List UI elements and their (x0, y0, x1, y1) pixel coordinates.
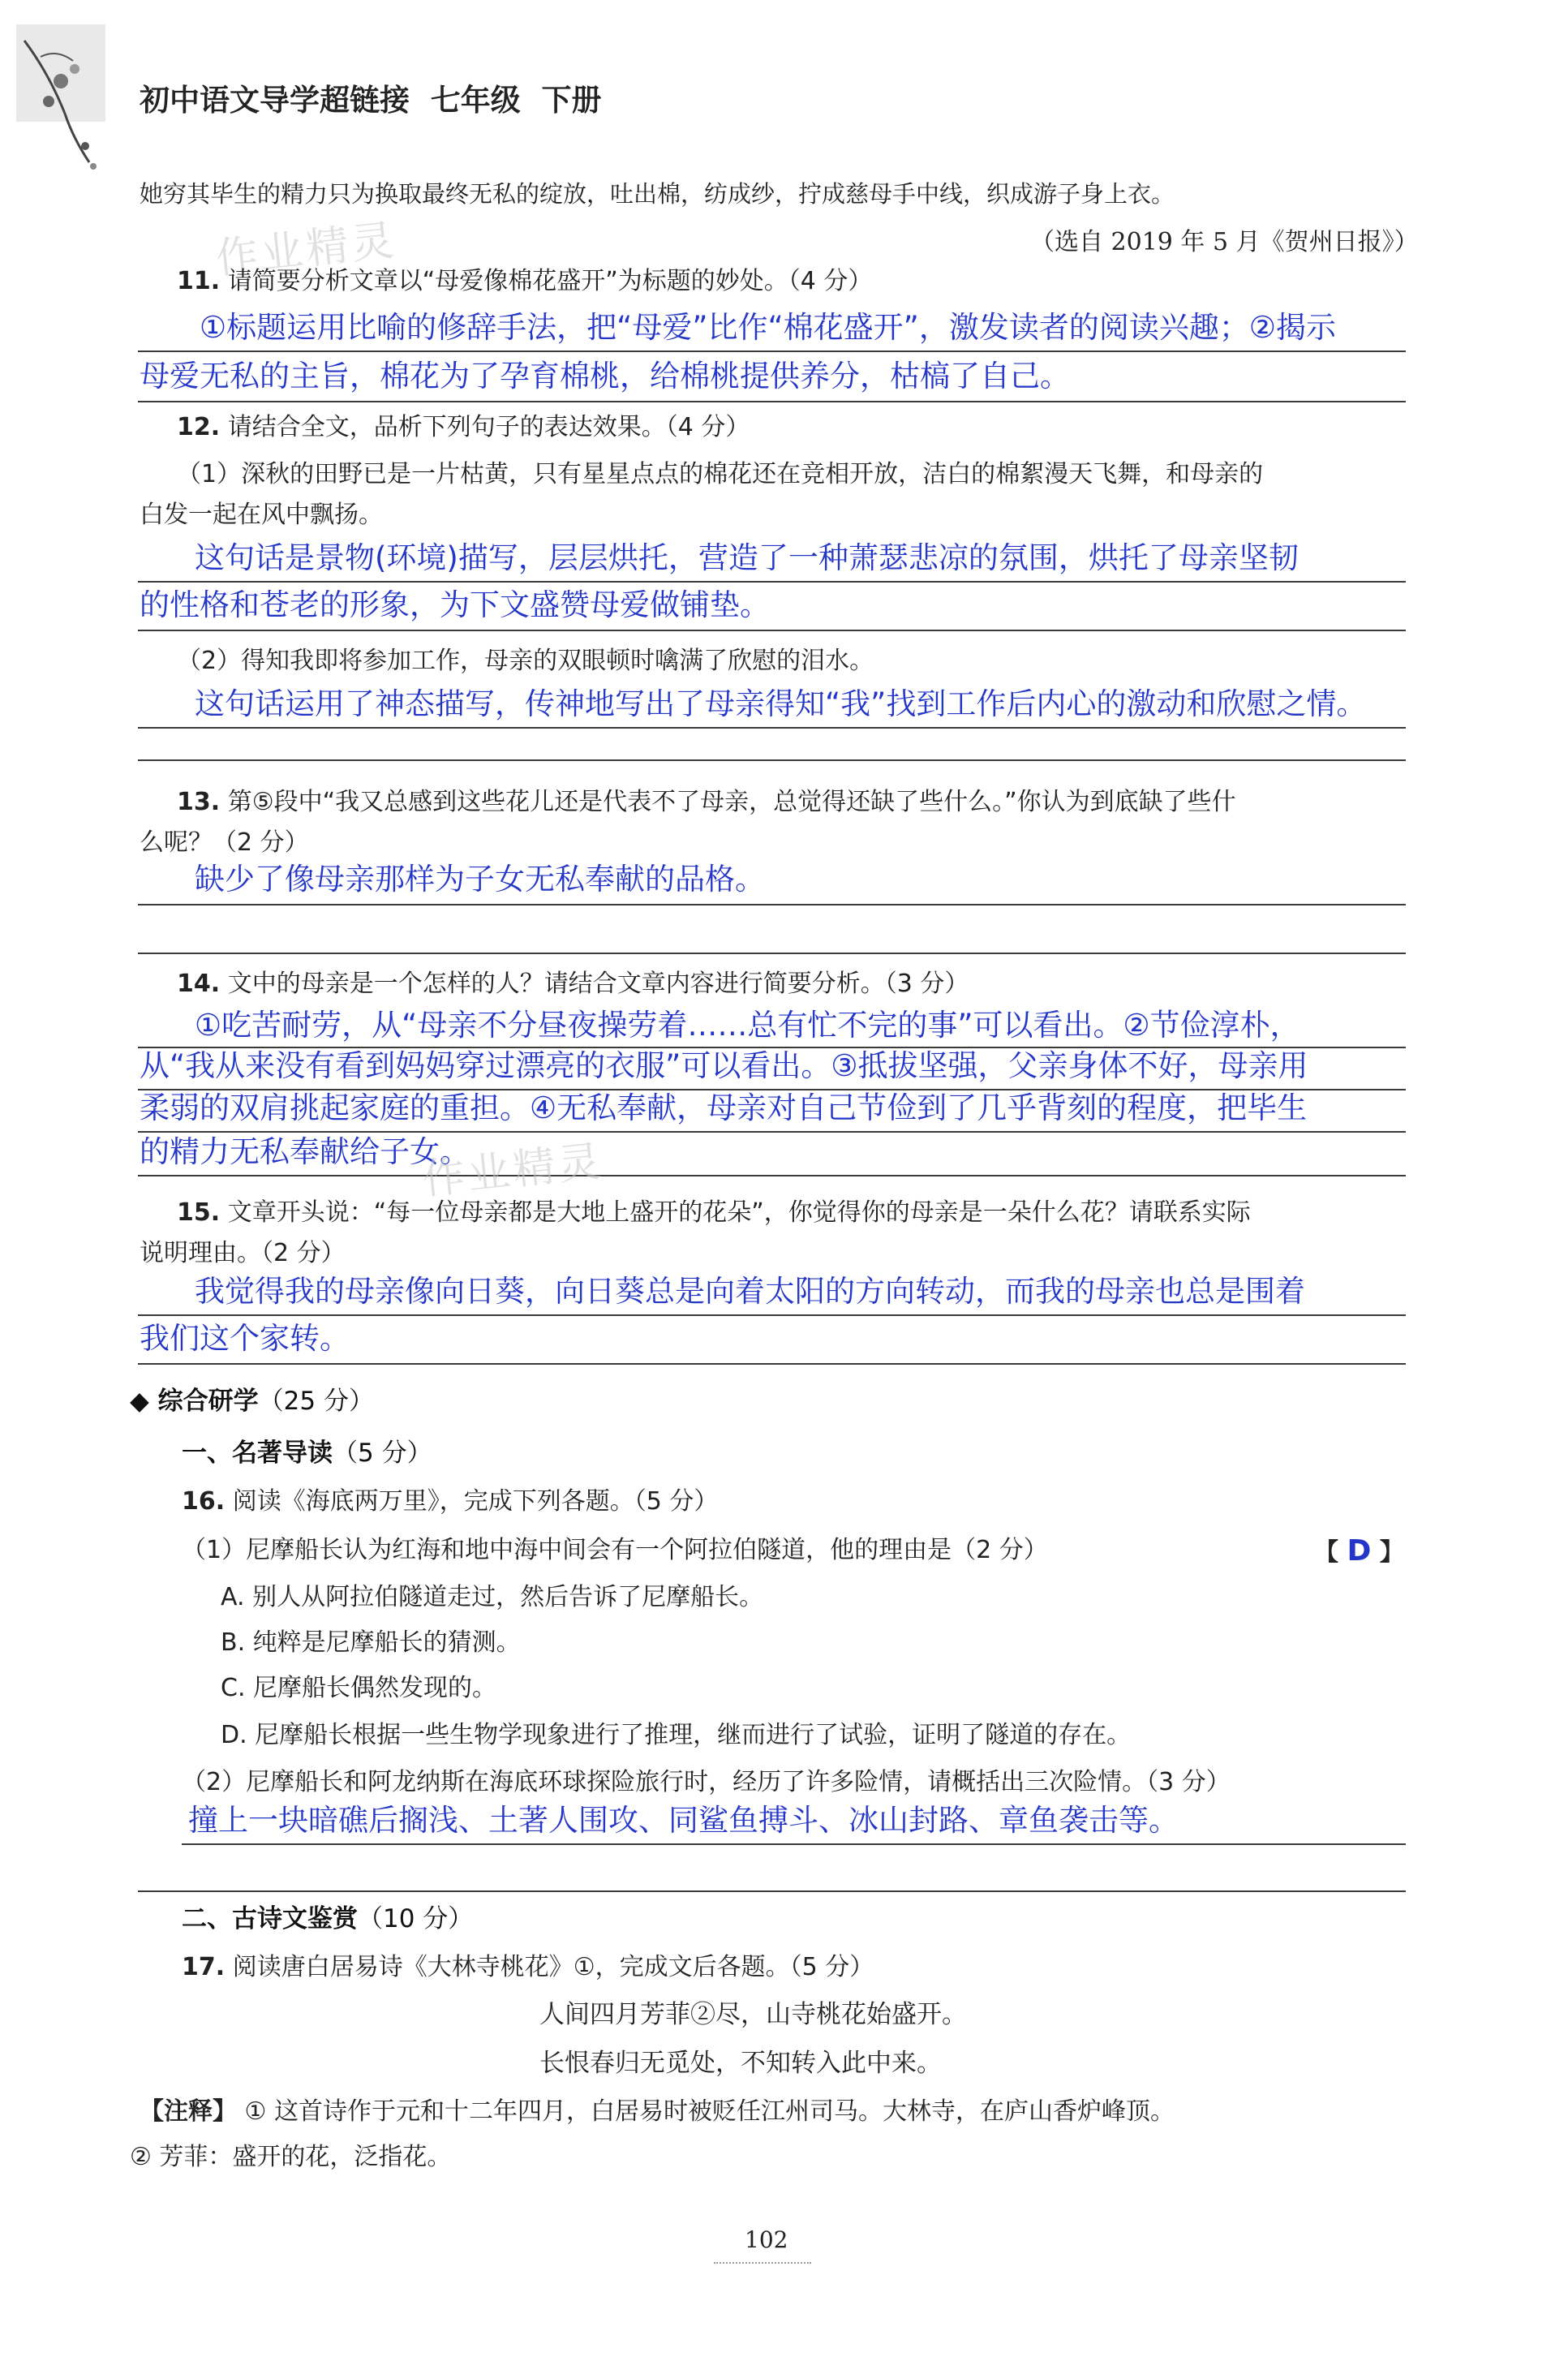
answer-line (138, 904, 1406, 905)
question-stem: 第⑤段中“我又总感到这些花儿还是代表不了母亲，总觉得还缺了些什么。”你认为到底缺了些什 (227, 788, 1236, 816)
option-a: A. 别人从阿拉伯隧道走过，然后告诉了尼摩船长。 (221, 1583, 764, 1611)
page-number: 102 (745, 2226, 788, 2253)
notes-line-1 (140, 2095, 1175, 2129)
passage-last-line: 她穷其毕生的精力只为换取最终无私的绽放，吐出棉，纺成纱，拧成慈母手中线，织成游子身上衣。 (140, 180, 1175, 208)
answer-line (138, 1890, 1406, 1892)
q16-answer-bracket (1314, 1532, 1404, 1571)
part-1-title (182, 1436, 432, 1470)
footer-dotted-line (714, 2262, 811, 2264)
header-title: 初中语文导学超链接 七年级 下册 (140, 83, 602, 118)
answer-line (138, 1175, 1406, 1176)
question-11 (177, 265, 872, 299)
part-score: （10 分） (358, 1904, 474, 1933)
question-number: 12. (177, 413, 221, 441)
q12-sentence-1-line-2: 白发一起在风中飘扬。 (140, 501, 383, 529)
note-1: ① 这首诗作于元和十二年四月，白居易时被贬任江州司马。大林寺，在庐山香炉峰顶。 (244, 2097, 1175, 2126)
question-17 (182, 1951, 874, 1985)
option-d: D. 尼摩船长根据一些生物学现象进行了推理，继而进行了试验，证明了隧道的存在。 (221, 1721, 1132, 1749)
question-16 (182, 1485, 718, 1519)
part-2-title (182, 1902, 473, 1936)
bracket-left: 【 (1314, 1538, 1338, 1567)
answer-15-line-1: 我觉得我的母亲像向日葵，向日葵总是向着太阳的方向转动，而我的母亲也总是围着 (195, 1274, 1305, 1309)
section-title-text: 综合研学 (157, 1387, 259, 1416)
question-number: 17. (182, 1953, 226, 1981)
question-number: 16. (182, 1487, 226, 1516)
poem-line-2: 长恨春归无觅处，不知转入此中来。 (539, 2049, 942, 2078)
question-stem: 阅读唐白居易诗《大林寺桃花》①，完成文后各题。（5 分） (232, 1953, 874, 1981)
header-decoration (16, 24, 122, 187)
answer-12-2: 这句话运用了神态描写，传神地写出了母亲得知“我”找到工作后内心的激动和欣慰之情。 (195, 686, 1367, 721)
answer-14-line-2: 从“我从来没有看到妈妈穿过漂亮的衣服”可以看出。③抵拔坚强，父亲身体不好，母亲用 (140, 1048, 1308, 1083)
option-b: B. 纯粹是尼摩船长的猜测。 (221, 1628, 521, 1657)
q16-choice-answer: D (1347, 1534, 1372, 1568)
question-stem: 文章开头说：“每一位母亲都是大地上盛开的花朵”，你觉得你的母亲是一朵什么花？请联系实际 (227, 1198, 1251, 1227)
question-stem: 文中的母亲是一个怎样的人？请结合文章内容进行简要分析。（3 分） (227, 970, 969, 998)
diamond-bullet-icon: ◆ (130, 1387, 149, 1416)
answer-11-line-1: ①标题运用比喻的修辞手法，把“母爱”比作“棉花盛开”，激发读者的阅读兴趣；②揭示 (200, 310, 1337, 345)
answer-12-1-line-1: 这句话是景物(环境)描写，层层烘托，营造了一种萧瑟悲凉的氛围，烘托了母亲坚韧 (195, 540, 1299, 575)
answer-line (138, 953, 1406, 954)
question-number: 15. (177, 1198, 221, 1227)
watermark: 作业精灵 (213, 216, 400, 284)
answer-14-line-1: ①吃苦耐劳，从“母亲不分昼夜操劳着……总有忙不完的事”可以看出。②节俭淳朴， (195, 1008, 1300, 1043)
notes-label: 【注释】 (140, 2097, 237, 2126)
answer-line (182, 1843, 1406, 1845)
question-stem: 请结合全文，品析下列句子的表达效果。（4 分） (227, 413, 750, 441)
watermark: 作业精灵 (420, 1137, 607, 1205)
answer-line (138, 759, 1406, 761)
question-13-line-2: 么呢？（2 分） (140, 828, 309, 857)
q12-sentence-2: （2）得知我即将参加工作，母亲的双眼顿时噙满了欣慰的泪水。 (177, 647, 874, 675)
answer-line (138, 1314, 1406, 1316)
part-title-text: 二、古诗文鉴赏 (182, 1904, 358, 1933)
section-score: （25 分） (258, 1387, 374, 1416)
answer-line (138, 581, 1406, 583)
answer-12-1-line-2: 的性格和苍老的形象，为下文盛赞母爱做铺垫。 (140, 587, 770, 622)
poem-line-1: 人间四月芳菲②尽，山寺桃花始盛开。 (539, 2000, 967, 2029)
answer-14-line-4: 的精力无私奉献给子女。 (140, 1134, 470, 1169)
passage-source: （选自 2019 年 5 月《贺州日报》） (1030, 228, 1419, 256)
answer-15-line-2: 我们这个家转。 (140, 1321, 350, 1356)
answer-13: 缺少了像母亲那样为子女无私奉献的品格。 (195, 862, 765, 897)
q12-sentence-1-line-1: （1）深秋的田野已是一片枯黄，只有星星点点的棉花还在竞相开放，洁白的棉絮漫天飞舞，和母亲的 (177, 460, 1264, 488)
question-number: 11. (177, 267, 221, 295)
section-title (130, 1384, 374, 1418)
answer-line (138, 351, 1406, 352)
answer-line (138, 630, 1406, 631)
ink-branch-icon (16, 24, 122, 187)
question-stem: 请简要分析文章以“母爱像棉花盛开”为标题的妙处。（4 分） (227, 267, 873, 295)
question-stem: 阅读《海底两万里》，完成下列各题。（5 分） (232, 1487, 719, 1516)
question-12 (177, 411, 750, 445)
part-score: （5 分） (333, 1439, 432, 1468)
bracket-right: 】 (1379, 1538, 1404, 1567)
question-number: 13. (177, 788, 221, 816)
question-15-line-2: 说明理由。（2 分） (140, 1239, 346, 1267)
part-title-text: 一、名著导读 (182, 1439, 333, 1468)
answer-14-line-3: 柔弱的双肩挑起家庭的重担。④无私奉献，母亲对自己节俭到了几乎背刻的程度，把毕生 (140, 1090, 1308, 1125)
q16-sub-1: （1）尼摩船长认为红海和地中海中间会有一个阿拉伯隧道，他的理由是（2 分） (182, 1536, 1048, 1564)
question-number: 14. (177, 970, 221, 998)
question-15-line-1 (177, 1196, 1251, 1230)
question-14 (177, 967, 969, 1001)
answer-16-2: 撞上一块暗礁后搁浅、土著人围攻、同鲨鱼搏斗、冰山封路、章鱼袭击等。 (188, 1803, 1179, 1838)
notes-line-2: ② 芳菲：盛开的花，泛指花。 (130, 2143, 452, 2171)
answer-line (138, 727, 1406, 729)
q16-sub-2: （2）尼摩船长和阿龙纳斯在海底环球探险旅行时，经历了许多险情，请概括出三次险情。（3 分） (182, 1768, 1231, 1796)
answer-line (138, 1363, 1406, 1365)
question-13-line-1 (177, 785, 1236, 819)
answer-line (138, 401, 1406, 402)
answer-11-line-2: 母爱无私的主旨，棉花为了孕育棉桃，给棉桃提供养分，枯槁了自己。 (140, 359, 1070, 394)
option-c: C. 尼摩船长偶然发现的。 (221, 1674, 497, 1702)
